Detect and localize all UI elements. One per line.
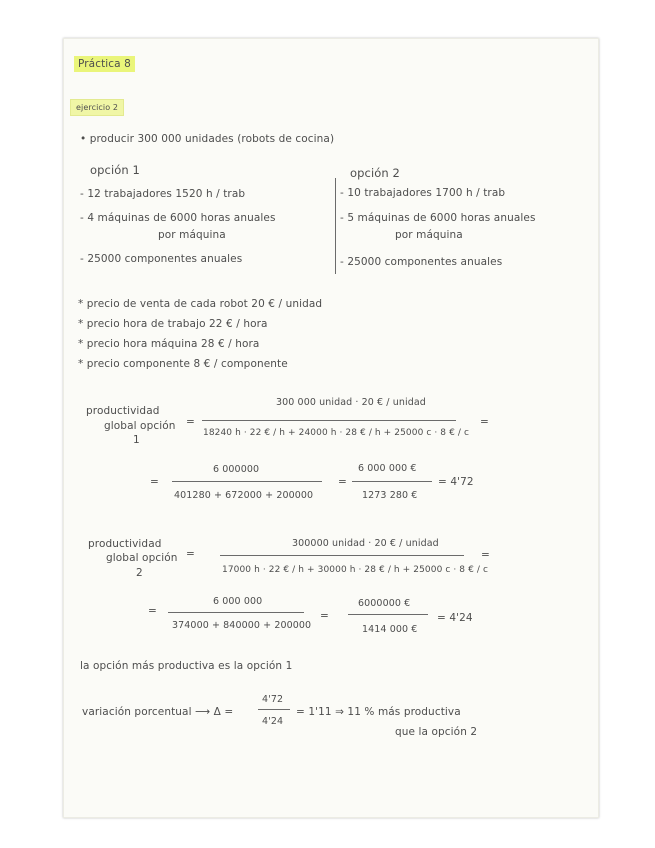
calc1-numerator-2: 6 000000 — [213, 464, 260, 475]
calc2-equals: = — [148, 605, 157, 617]
option-2-item: - 25000 componentes anuales — [340, 256, 503, 268]
calc2-label: global opción — [106, 552, 178, 564]
calc2-equals: = — [481, 549, 490, 561]
variation-denominator: 4'24 — [262, 716, 284, 727]
calc1-denominator-2: 401280 + 672000 + 200000 — [174, 490, 314, 501]
variation-result-line-2: que la opción 2 — [395, 726, 478, 738]
price-line: * precio hora de trabajo 22 € / hora — [78, 318, 268, 330]
calc1-denominator: 18240 h · 22 € / h + 24000 h · 28 € / h + 25000 c · 8 € / c — [203, 428, 470, 438]
calc2-equals: = — [320, 610, 329, 622]
price-line: * precio hora máquina 28 € / hora — [78, 338, 260, 350]
calc1-label: productividad — [86, 405, 160, 417]
calc2-numerator-2: 6 000 000 — [213, 596, 263, 607]
calc2-fraction-line — [220, 555, 464, 556]
conclusion-text: la opción más productiva es la opción 1 — [80, 660, 293, 672]
calc1-equals: = — [186, 416, 195, 428]
calc1-label: global opción — [104, 420, 176, 432]
price-line: * precio de venta de cada robot 20 € / unidad — [78, 298, 323, 310]
option-2-item: - 5 máquinas de 6000 horas anuales — [340, 212, 536, 224]
option-1-item: - 25000 componentes anuales — [80, 253, 243, 265]
option-1-title: opción 1 — [90, 163, 140, 177]
option-2-title: opción 2 — [350, 166, 400, 180]
calc2-numerator: 300000 unidad · 20 € / unidad — [292, 538, 439, 549]
option-1-item: por máquina — [158, 229, 226, 241]
calc1-numerator-3: 6 000 000 € — [358, 463, 417, 474]
calc2-denominator-3: 1414 000 € — [362, 624, 418, 635]
variation-label: variación porcentual ⟶ Δ = — [82, 706, 234, 718]
option-2-item: - 10 trabajadores 1700 h / trab — [340, 187, 506, 199]
option-2-item: por máquina — [395, 229, 463, 241]
calc2-label: productividad — [88, 538, 162, 550]
calc1-fraction-line — [202, 420, 456, 421]
intro-text: • producir 300 000 unidades (robots de cocina) — [80, 133, 335, 145]
calc2-fraction-line-2 — [168, 612, 304, 613]
exercise-label: ejercicio 2 — [70, 99, 124, 116]
option-1-item: - 12 trabajadores 1520 h / trab — [80, 188, 246, 200]
calc1-label: 1 — [133, 434, 140, 446]
calc2-result: = 4'24 — [437, 612, 473, 624]
calc1-equals: = — [480, 416, 489, 428]
variation-fraction-line — [258, 709, 290, 710]
option-1-item: - 4 máquinas de 6000 horas anuales — [80, 212, 276, 224]
calc2-denominator: 17000 h · 22 € / h + 30000 h · 28 € / h + 25000 c · 8 € / c — [222, 565, 489, 575]
calc1-equals: = — [338, 476, 347, 488]
price-line: * precio componente 8 € / componente — [78, 358, 288, 370]
calc2-numerator-3: 6000000 € — [358, 598, 411, 609]
calc1-fraction-line-2 — [172, 481, 322, 482]
page-title: Práctica 8 — [74, 56, 135, 72]
variation-result: = 1'11 ⇒ 11 % más productiva — [296, 706, 461, 718]
calc2-denominator-2: 374000 + 840000 + 200000 — [172, 620, 312, 631]
calc2-label: 2 — [136, 567, 143, 579]
calc1-denominator-3: 1273 280 € — [362, 490, 418, 501]
variation-numerator: 4'72 — [262, 694, 284, 705]
calc1-fraction-line-3 — [352, 481, 432, 482]
calc1-equals: = — [150, 476, 159, 488]
options-divider — [335, 178, 336, 274]
calc2-equals: = — [186, 548, 195, 560]
calc1-numerator: 300 000 unidad · 20 € / unidad — [276, 397, 426, 408]
calc1-result: = 4'72 — [438, 476, 474, 488]
calc2-fraction-line-3 — [348, 614, 428, 615]
